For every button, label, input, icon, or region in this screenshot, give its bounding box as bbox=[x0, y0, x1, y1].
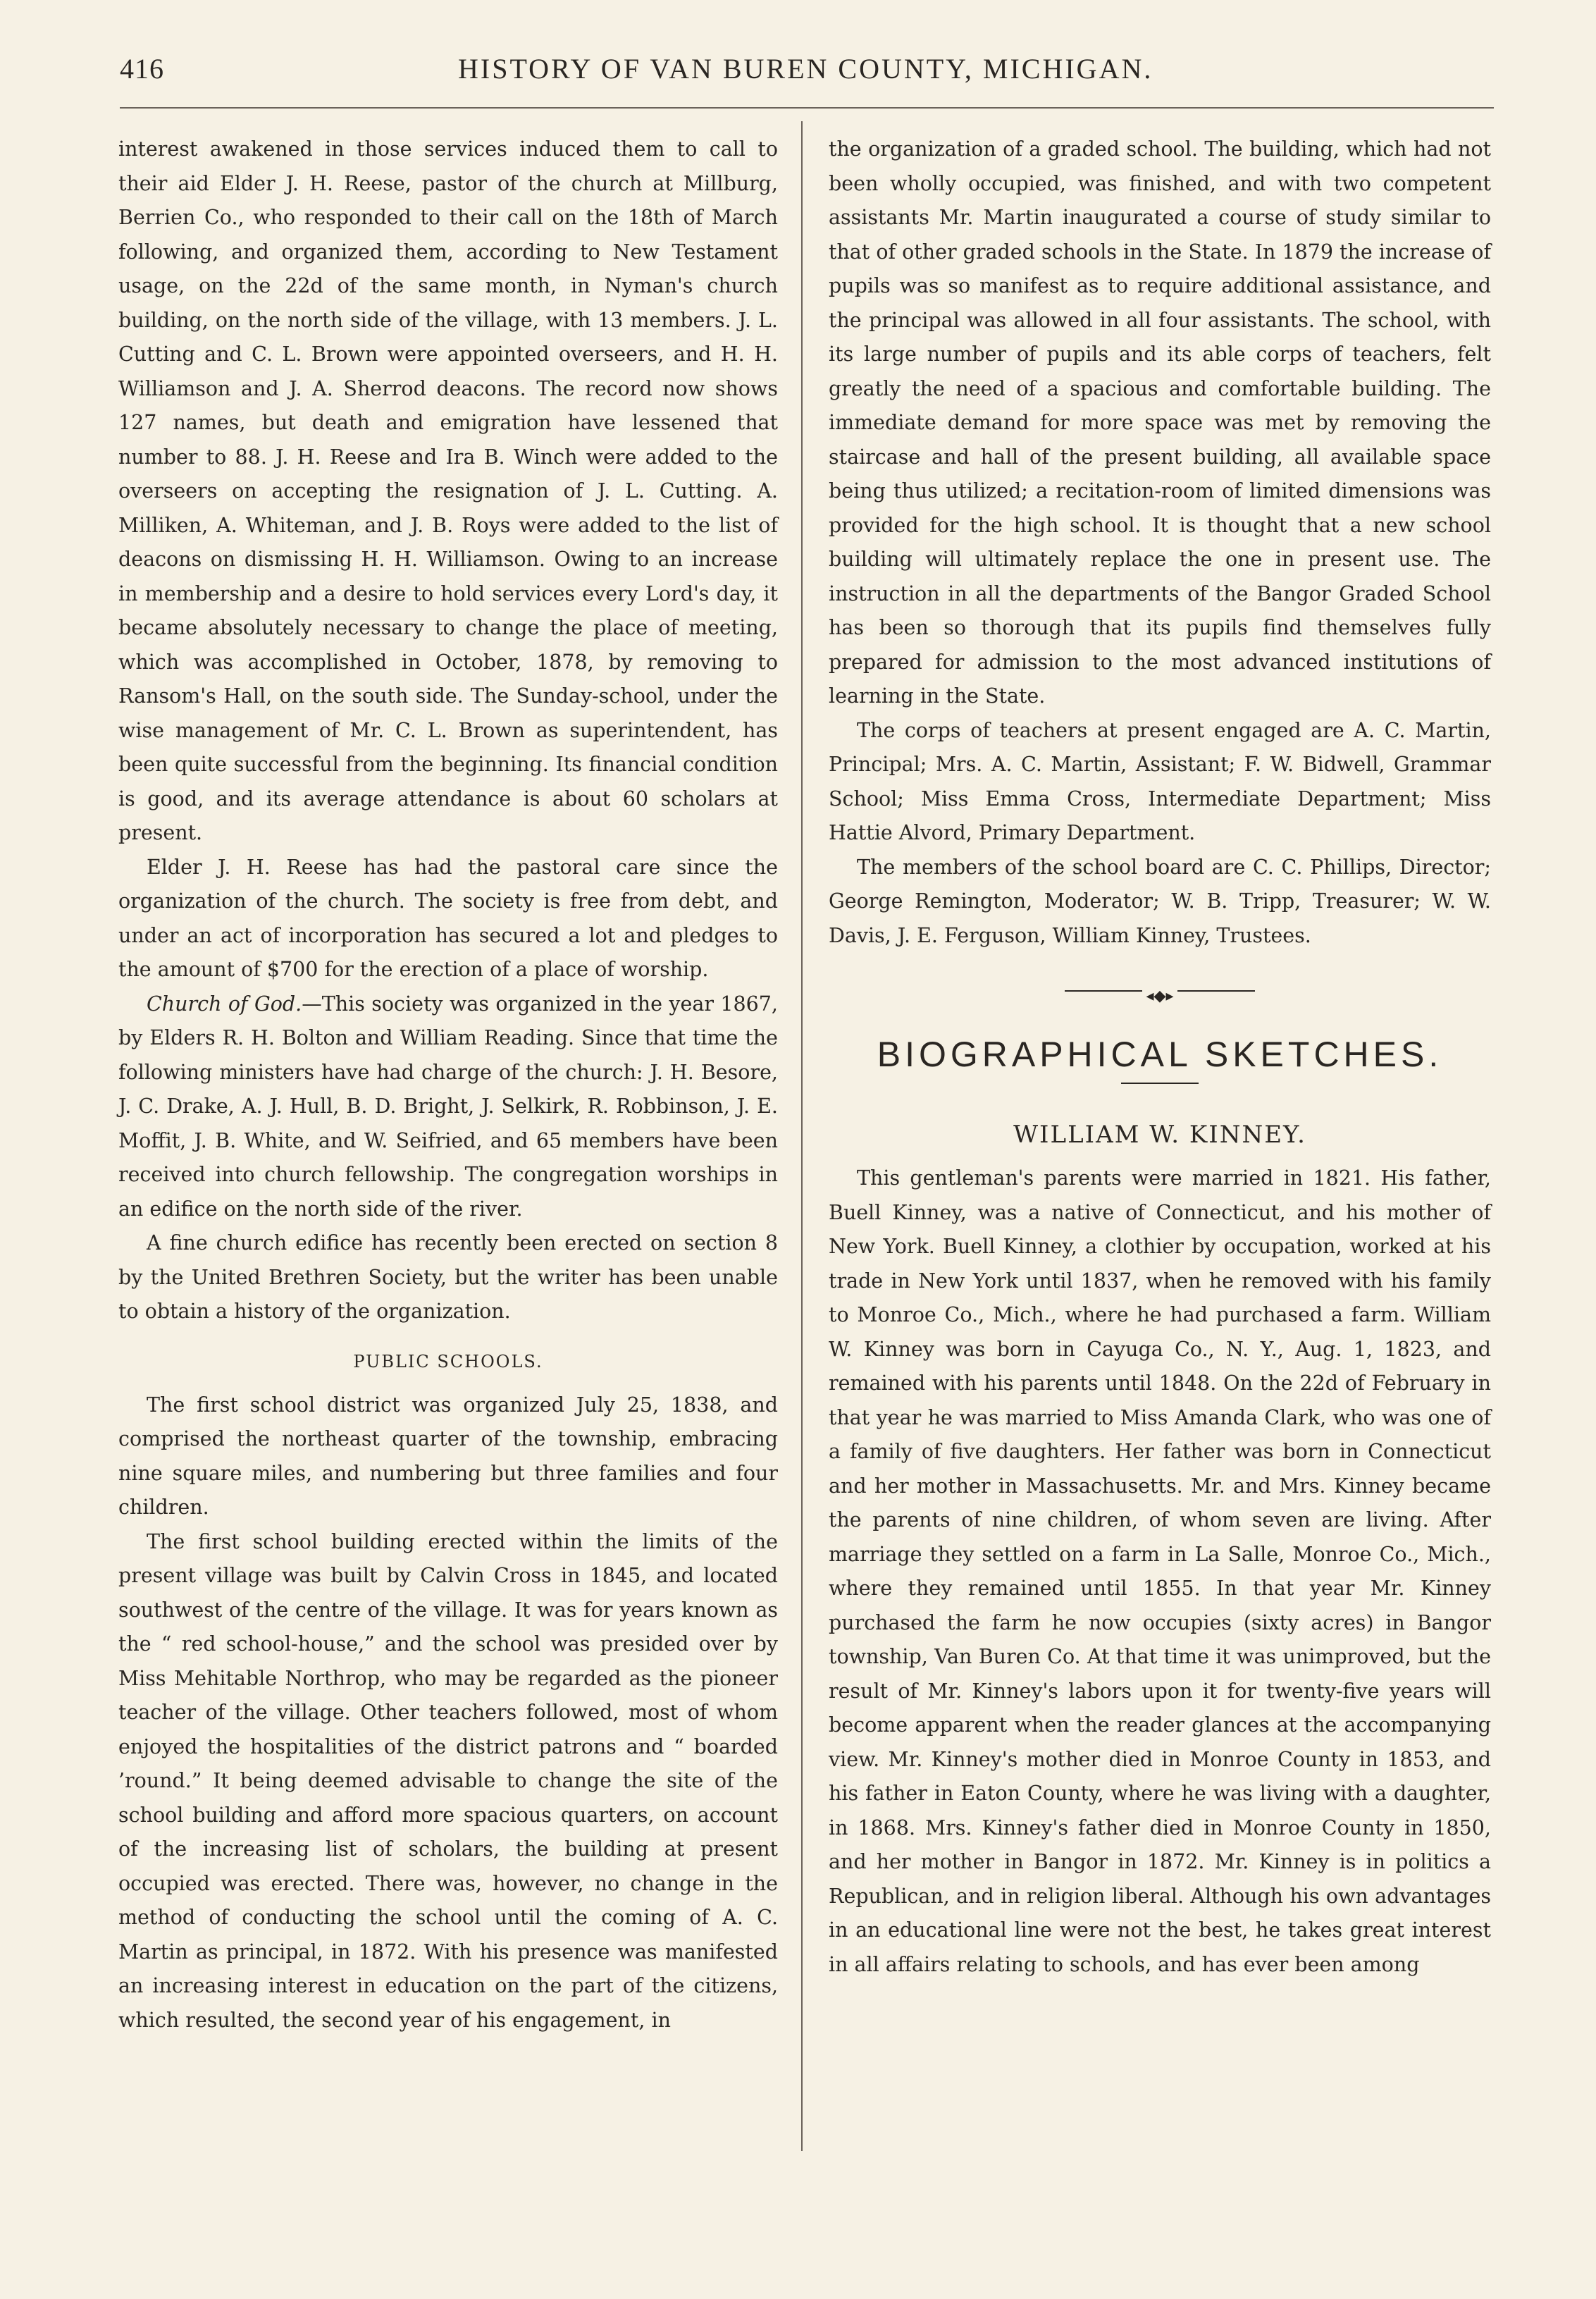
running-title: HISTORY OF VAN BUREN COUNTY, MICHIGAN. bbox=[458, 53, 1153, 85]
header-rule bbox=[120, 107, 1494, 109]
paragraph bbox=[118, 987, 778, 1227]
paragraph: interest awakened in those services induced them to call to their aid Elder J. H. Reese, pastor of the church at Millburg, Berrien Co., who responded to their call on the 18th of March following, and organized them, according to New Testament usage, on the 22d of the same month, in Nyman's church building, on the north side of the village, with 13 members. J. L. Cutting and C. L. Brown were appointed overseers, and H. H. Williamson and J. A. Sherrod deacons. The record now shows 127 names, but death and emigration have lessened that number to 88. J. H. Reese and Ira B. Winch were added to the overseers on accepting the resignation of J. L. Cutting. A. Milliken, A. Whiteman, and J. B. Roys were added to the list of deacons on dismissing H. H. Williamson. Owing to an increase in membership and a desire to hold services every Lord's day, it became absolutely necessary to change the place of meeting, which was accomplished in October, 1878, by removing to Ransom's Hall, on the south side. The Sunday-school, under the wise management of Mr. C. L. Brown as superintendent, has been quite successful from the beginning. Its financial condition is good, and its average attendance is about 60 scholars at present. bbox=[118, 137, 778, 844]
ornament-divider bbox=[1065, 977, 1255, 1005]
ornament-icon: ◂◆▸ bbox=[1146, 987, 1174, 1005]
paragraph: Elder J. H. Reese has had the pastoral care since the organization of the church. The society is free from debt, and under an act of incorporation has secured a lot and pledges to the amount of $700 for the erection of a place of worship. bbox=[118, 855, 778, 981]
paragraph: The first school building erected within the limits of the present village was built by Calvin Cross in 1845, and located southwest of the centre of the village. It was for years known as the “ red school-house,” and the school was presided over by Miss Mehitable Northrop, who may be regarded as the pioneer teacher of the village. Other teachers followed, most of whom enjoyed the hospitalities of the district patrons and “ boarded ’round.” It being deemed advisable to change the site of the school building and afford more spacious quarters, on account of the increasing list of scholars, the building at present occupied was erected. There was, however, no change in the method of conducting the school until the coming of A. C. Martin as principal, in 1872. With his presence was manifested an increasing interest in education on the part of the citizens, which resulted, the second year of his engagement, in bbox=[118, 1529, 778, 2032]
paragraph: the organization of a graded school. The building, which had not been wholly occupied, was finished, and with two competent assistants Mr. Martin inaugurated a course of study similar to that of other graded schools in the State. In 1879 the increase of pupils was so manifest as to require additional assistance, and the principal was allowed in all four assistants. The school, with its large number of pupils and its able corps of teachers, felt greatly the need of a spacious and comfortable building. The immediate demand for more space was met by removing the staircase and hall of the present building, all available space being thus utilized; a recitation-room of limited dimensions was provided for the high school. It is thought that a new school building will ultimately replace the one in present use. The instruction in all the departments of the Bangor Graded School has been so thorough that its pupils find themselves fully prepared for admission to the most advanced institutions of learning in the State. bbox=[829, 137, 1491, 708]
paragraph: The first school district was organized July 25, 1838, and comprised the northeast quarter of the township, embracing nine square miles, and numbering but three families and four children. bbox=[118, 1393, 778, 1519]
run-in-heading: Church of God. bbox=[147, 992, 302, 1016]
paragraph: The members of the school board are C. C. Phillips, Director; George Remington, Moderator; W. B. Tripp, Treasurer; W. W. Davis, J. E. Ferguson, William Kinney, Trustees. bbox=[829, 855, 1491, 947]
left-column bbox=[118, 132, 778, 2038]
right-column bbox=[829, 132, 1491, 1982]
section-title: BIOGRAPHICAL SKETCHES. bbox=[877, 1035, 1443, 1074]
person-name: WILLIAM W. KINNEY. bbox=[1013, 1121, 1306, 1149]
subheading-public-schools: PUBLIC SCHOOLS. bbox=[353, 1351, 543, 1372]
paragraph-text: —This society was organized in the year 1867, by Elders R. H. Bolton and William Reading. Since that time the following ministers have had charge of the church: J. H. Besore, J. C. Drake, A. J. Hull, B. D. Bright, J. Selkirk, R. Robbinson, J. E. Moffit, J. B. White, and W. Seifried, and 65 members have been received into church fellowship. The congregation worships in an edifice on the north side of the river. bbox=[118, 992, 778, 1221]
paragraph: This gentleman's parents were married in 1821. His father, Buell Kinney, was a native of Connecticut, and his mother of New York. Buell Kinney, a clothier by occupation, worked at his trade in New York until 1837, when he removed with his family to Monroe Co., Mich., where he had purchased a farm. William W. Kinney was born in Cayuga Co., N. Y., Aug. 1, 1823, and remained with his parents until 1848. On the 22d of February in that year he was married to Miss Amanda Clark, who was one of a family of five daughters. Her father was born in Connecticut and her mother in Massachusetts. Mr. and Mrs. Kinney became the parents of nine children, of whom seven are living. After marriage they settled on a farm in La Salle, Monroe Co., Mich., where they remained until 1855. In that year Mr. Kinney purchased the farm he now occupies (sixty acres) in Bangor township, Van Buren Co. At that time it was unimproved, but the result of Mr. Kinney's labors upon it for twenty-five years will become apparent when the reader glances at the accompanying view. Mr. Kinney's mother died in Monroe County in 1853, and his father in Eaton County, where he was living with a daughter, in 1868. Mrs. Kinney's father died in Monroe County in 1850, and her mother in Bangor in 1872. Mr. Kinney is in politics a Republican, and in religion liberal. Although his own advantages in an educational line were not the best, he takes great interest in all affairs relating to schools, and has ever been among bbox=[829, 1166, 1491, 1976]
section-rule bbox=[1121, 1083, 1199, 1084]
page-number: 416 bbox=[120, 53, 164, 85]
paragraph: The corps of teachers at present engaged are A. C. Martin, Principal; Mrs. A. C. Martin, Assistant; F. W. Bidwell, Grammar School; Miss Emma Cross, Intermediate Department; Miss Hattie Alvord, Primary Department. bbox=[829, 718, 1491, 844]
paragraph: A fine church edifice has recently been erected on section 8 by the United Brethren Society, but the writer has been unable to obtain a history of the organization. bbox=[118, 1231, 778, 1323]
page-header bbox=[120, 52, 1494, 94]
column-divider bbox=[801, 121, 803, 2151]
